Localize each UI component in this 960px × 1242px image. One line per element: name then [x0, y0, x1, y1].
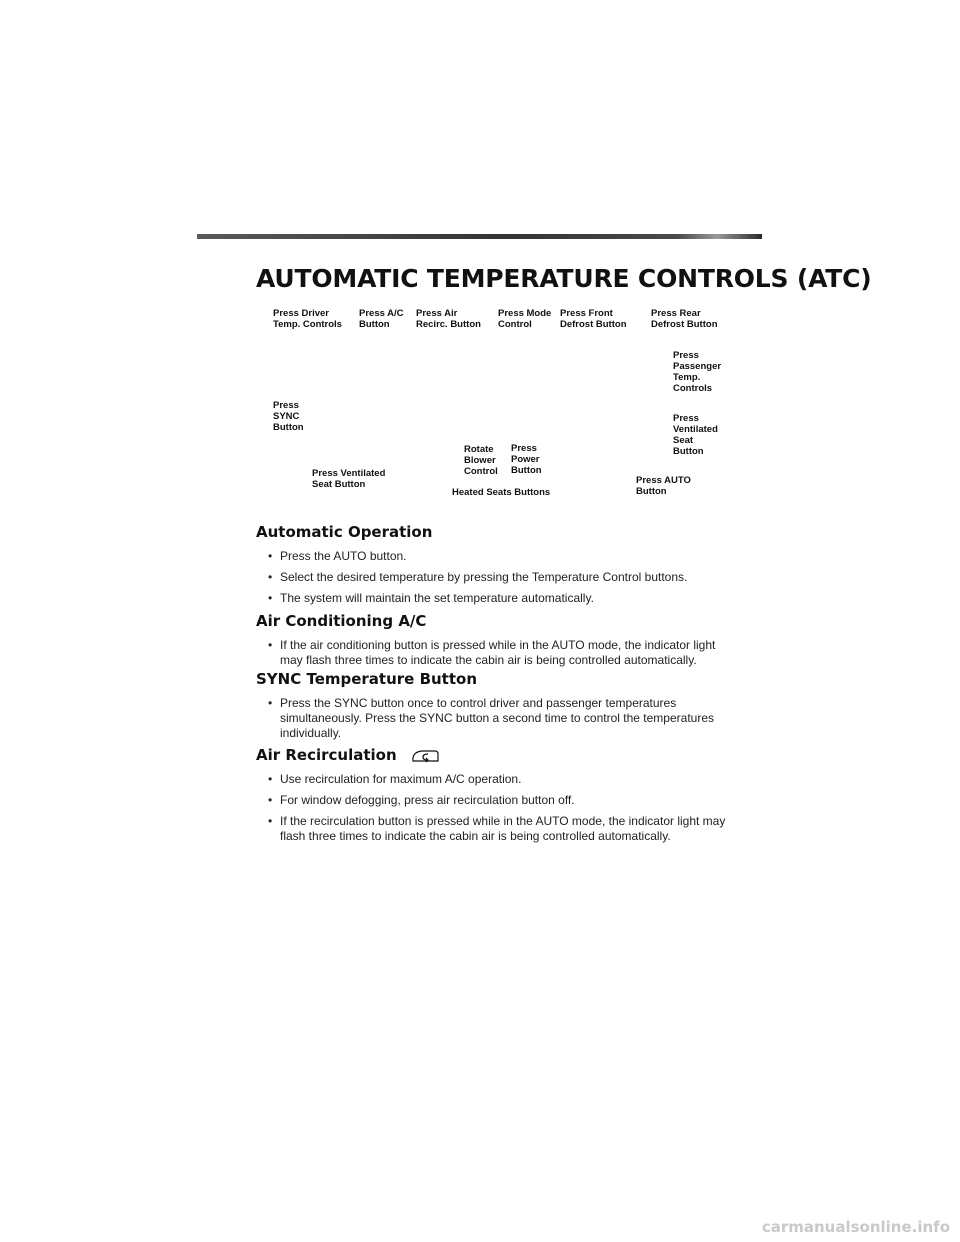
list-item: • Press the SYNC button once to control driver and passenger temperatures simultaneously. Press the SYNC button a second time to control the temperatures individually.	[268, 696, 714, 740]
callout-blower: Rotate Blower Control	[464, 444, 498, 477]
section-heading: Air Conditioning A/C	[256, 612, 427, 630]
bullet-list	[256, 696, 726, 741]
list-item: • Select the desired temperature by pressing the Temperature Control buttons.	[268, 570, 688, 584]
list-item: • For window defogging, press air recirculation button off.	[268, 793, 575, 807]
header-rule	[197, 234, 762, 239]
section-air-recirculation	[256, 746, 726, 850]
bullet-icon: •	[268, 696, 273, 710]
callout-heated-seats: Heated Seats Buttons	[452, 487, 551, 498]
section-automatic-operation	[256, 523, 726, 612]
callout-ac: Press A/C Button	[359, 308, 404, 330]
section-heading: Automatic Operation	[256, 523, 433, 541]
callout-passenger-temp: Press Passenger Temp. Controls	[673, 350, 722, 394]
section-heading: Air Recirculation	[256, 746, 397, 764]
bullet-icon: •	[268, 570, 273, 584]
section-air-conditioning	[256, 612, 726, 674]
callout-mode: Press Mode Control	[498, 308, 552, 330]
callout-sync: Press SYNC Button	[273, 400, 304, 433]
bullet-list	[256, 772, 726, 844]
bullet-icon: •	[268, 793, 273, 807]
list-item: • If the air conditioning button is pressed while in the AUTO mode, the indicator light may flash three times to indicate the cabin air is being controlled automatically.	[268, 638, 716, 667]
bullet-icon: •	[268, 638, 273, 652]
callout-ventilated-seat-right: Press Ventilated Seat Button	[673, 413, 718, 457]
callout-rear-defrost: Press Rear Defrost Button	[651, 308, 718, 330]
page-title: AUTOMATIC TEMPERATURE CONTROLS (ATC)	[256, 264, 872, 293]
section-sync-temperature	[256, 670, 726, 747]
watermark: carmanualsonline.info	[761, 1218, 950, 1236]
atc-diagram	[256, 300, 756, 510]
bullet-list	[256, 549, 726, 606]
bullet-icon: •	[268, 591, 273, 605]
list-item: • If the recirculation button is pressed while in the AUTO mode, the indicator light may flash three times to indicate the cabin air is being controlled automatically.	[268, 814, 726, 843]
list-item: • The system will maintain the set temperature automatically.	[268, 591, 594, 605]
bullet-icon: •	[268, 549, 273, 563]
callout-auto: Press AUTO Button	[636, 475, 691, 497]
section-heading-row	[256, 746, 726, 764]
callout-power: Press Power Button	[511, 443, 542, 476]
section-heading: SYNC Temperature Button	[256, 670, 478, 688]
recirculation-icon	[410, 748, 440, 764]
callout-air-recirc: Press Air Recirc. Button	[416, 308, 481, 330]
list-item: • Use recirculation for maximum A/C operation.	[268, 772, 522, 786]
callout-ventilated-seat-left: Press Ventilated Seat Button	[312, 468, 386, 490]
bullet-icon: •	[268, 814, 273, 828]
list-item: • Press the AUTO button.	[268, 549, 407, 563]
callout-front-defrost: Press Front Defrost Button	[560, 308, 627, 330]
callout-driver-temp: Press Driver Temp. Controls	[273, 308, 342, 330]
bullet-icon: •	[268, 772, 273, 786]
bullet-list	[256, 638, 726, 668]
